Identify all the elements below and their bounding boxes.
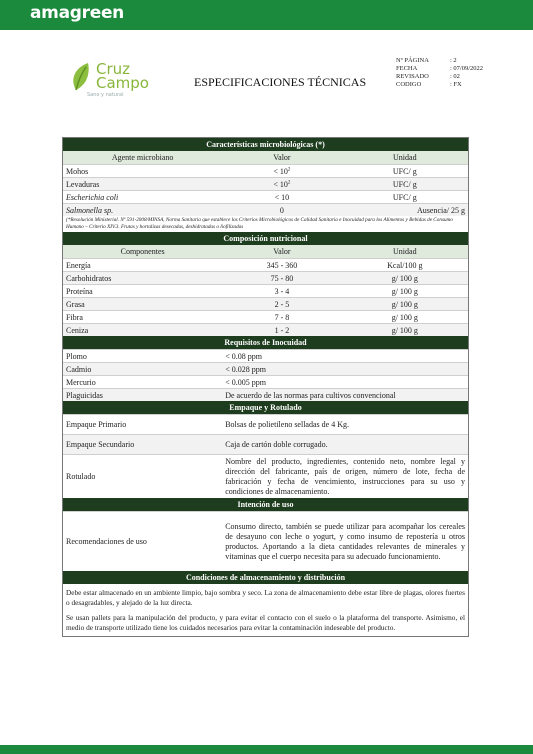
regulation-note: (*Resolución Ministerial. Nº 591-2008/MINSA, Norma Sanitaria que establece los Criterios Microbiológicos de Calidad Sanitaria e Inocuidad para los Alimentos y Bebidas de Consumo Humano – Criterio XIV.3. Frutas y hortalizas desecadas, deshidratadas o liofilizadas bbox=[66, 217, 453, 230]
table-row bbox=[63, 284, 468, 297]
cell-component: Grasa bbox=[66, 300, 85, 309]
cell-value: 7 - 8 bbox=[274, 313, 290, 322]
table-row bbox=[63, 203, 468, 216]
micro-column-headers bbox=[63, 151, 468, 164]
table-row bbox=[63, 375, 468, 388]
col-header: Unidad bbox=[393, 247, 417, 256]
cell-component: Ceniza bbox=[66, 326, 89, 335]
cell-name: Empaque Primario bbox=[66, 420, 127, 429]
top-brand-bar bbox=[0, 0, 533, 30]
table-row bbox=[63, 164, 468, 177]
table-row bbox=[63, 323, 468, 336]
cell-component: Fibra bbox=[66, 313, 83, 322]
cell-value: 2 - 5 bbox=[274, 300, 290, 309]
cell-name: Recomendaciones de uso bbox=[66, 537, 147, 546]
table-row bbox=[63, 297, 468, 310]
table-row bbox=[63, 511, 468, 571]
section-header-nutrition: Composición nutricional bbox=[63, 232, 468, 245]
cell-unit: g/ 100 g bbox=[391, 274, 418, 283]
table-row bbox=[63, 454, 468, 498]
col-header: Agente microbiano bbox=[111, 153, 174, 162]
cell-value: Bolsas de polietileno selladas de 4 Kg. bbox=[225, 420, 349, 429]
cell-name: Rotulado bbox=[66, 472, 96, 481]
meta-key: REVISADO bbox=[396, 73, 429, 80]
section-header-storage: Condiciones de almacenamiento y distribución bbox=[63, 571, 468, 584]
cell-value: 3 - 4 bbox=[274, 287, 290, 296]
cell-unit: Kcal/100 g bbox=[387, 261, 423, 270]
table-row bbox=[63, 190, 468, 203]
cell-value: Nombre del producto, ingredientes, contenido neto, nombre legal y dirección del fabricante, país de origen, número de lote, fecha de fabricación y fecha de vencimiento, instrucciones para su uso y condiciones de almacenamiento. bbox=[225, 456, 465, 496]
cell-unit: g/ 100 g bbox=[391, 287, 418, 296]
cell-unit: UFC/ g bbox=[392, 167, 417, 176]
cell-agent: Mohos bbox=[66, 167, 89, 176]
meta-row bbox=[396, 57, 483, 65]
cell-unit: g/ 100 g bbox=[391, 300, 418, 309]
logo-line1: Cruz bbox=[96, 60, 131, 78]
safety-rows bbox=[63, 349, 468, 401]
col-header: Valor bbox=[273, 247, 291, 256]
meta-key: FECHA bbox=[396, 65, 418, 72]
meta-value: : 02 bbox=[450, 73, 460, 80]
table-row bbox=[63, 349, 468, 362]
cell-unit: Ausencia/ 25 g bbox=[417, 206, 465, 215]
col-header: Valor bbox=[273, 153, 291, 162]
cell-agent: Levaduras bbox=[66, 180, 100, 189]
table-row bbox=[63, 434, 468, 454]
spec-table bbox=[62, 137, 469, 637]
cell-value: Caja de cartón doble corrugado. bbox=[225, 440, 328, 449]
nutrition-rows bbox=[63, 258, 468, 336]
cell-value: De acuerdo de las normas para cultivos convencional bbox=[225, 390, 396, 400]
table-row bbox=[63, 177, 468, 190]
cell-value: Consumo directo, también se puede utilizar para acompañar los cereales de desayuno con leche o yogurt, y como insumo de repostería u otros productos. Aportando a la dieta cantidades relevantes de minerales y vitaminas que el cuerpo necesita para su adecuado funcionamiento. bbox=[225, 521, 465, 561]
cell-value: < 0.08 ppm bbox=[225, 351, 262, 361]
meta-value: : 2 bbox=[450, 57, 457, 64]
micro-rows bbox=[63, 164, 468, 216]
table-row bbox=[63, 388, 468, 401]
document-title: ESPECIFICACIONES TÉCNICAS bbox=[194, 75, 367, 89]
company-logo bbox=[68, 60, 158, 102]
section-header-packing: Empaque y Rotulado bbox=[63, 401, 468, 414]
cell-name: Plaguicidas bbox=[66, 390, 103, 400]
section-header-micro: Características microbiológicas (*) bbox=[63, 138, 468, 151]
table-row bbox=[63, 310, 468, 323]
meta-row bbox=[396, 65, 483, 73]
section-header-safety: Requisitos de Inocuidad bbox=[63, 336, 468, 349]
meta-value: : 07/09/2022 bbox=[450, 65, 484, 72]
document-meta bbox=[396, 57, 483, 89]
bottom-brand-bar bbox=[0, 745, 533, 754]
meta-key: CODIGO bbox=[396, 81, 422, 88]
cell-value: < 0.005 ppm bbox=[225, 377, 266, 387]
meta-value: : FX bbox=[450, 81, 462, 88]
meta-row bbox=[396, 81, 483, 89]
nutrition-column-headers bbox=[63, 245, 468, 258]
cell-component: Proteína bbox=[66, 287, 93, 296]
cell-value: < $10^2$ bbox=[273, 167, 291, 176]
col-header: Unidad bbox=[393, 153, 417, 162]
meta-row bbox=[396, 73, 483, 81]
cell-component: Energía bbox=[66, 261, 91, 270]
cell-value: < 10 bbox=[274, 193, 290, 202]
storage-paragraph-1: Debe estar almacenado en un ambiente limpio, bajo sombra y seco. La zona de almacenamiento debe estar libre de plagas, olores fuertes o desagradables, y alejado de la luz directa. bbox=[66, 588, 465, 607]
cell-unit: g/ 100 g bbox=[391, 313, 418, 322]
table-row bbox=[63, 414, 468, 434]
cell-name: Mercurio bbox=[66, 377, 96, 387]
cell-unit: UFC/ g bbox=[392, 180, 417, 189]
brand-name: amagreen bbox=[30, 3, 124, 23]
cell-name: Empaque Secundario bbox=[66, 440, 135, 449]
cell-value: < 0.028 ppm bbox=[225, 364, 266, 374]
col-header: Componentes bbox=[120, 247, 165, 256]
cell-value: < $10^2$ bbox=[273, 180, 291, 189]
section-header-usage: Intención de uso bbox=[63, 498, 468, 511]
cell-component: Carbohidratos bbox=[66, 274, 112, 283]
logo-line2: Campo bbox=[96, 74, 149, 92]
cell-value: 1 - 2 bbox=[274, 326, 290, 335]
cell-unit: UFC/ g bbox=[392, 193, 417, 202]
table-row bbox=[63, 271, 468, 284]
cell-value: 0 bbox=[279, 206, 284, 215]
cell-agent: Salmonella sp. bbox=[66, 206, 114, 215]
cell-name: Cadmio bbox=[66, 364, 92, 374]
table-row bbox=[63, 258, 468, 271]
logo-tagline: Sano y natural bbox=[87, 92, 124, 98]
table-row bbox=[63, 362, 468, 375]
meta-key: Nº PÁGINA bbox=[396, 57, 429, 64]
cell-value: 75 - 80 bbox=[270, 274, 294, 283]
storage-paragraph-2: Se usan pallets para la manipulación del producto, y para evitar el contacto con el suelo o la plataforma del transporte. Asimismo, el medio de transporte utilizado tiene los cuidados necesarios para evitar la contaminación indeseable del producto. bbox=[66, 613, 465, 632]
cell-agent: Escherichia coli bbox=[66, 193, 119, 202]
cell-unit: g/ 100 g bbox=[391, 326, 418, 335]
cell-name: Plomo bbox=[66, 351, 87, 361]
cell-value: 345 - 360 bbox=[266, 261, 298, 270]
